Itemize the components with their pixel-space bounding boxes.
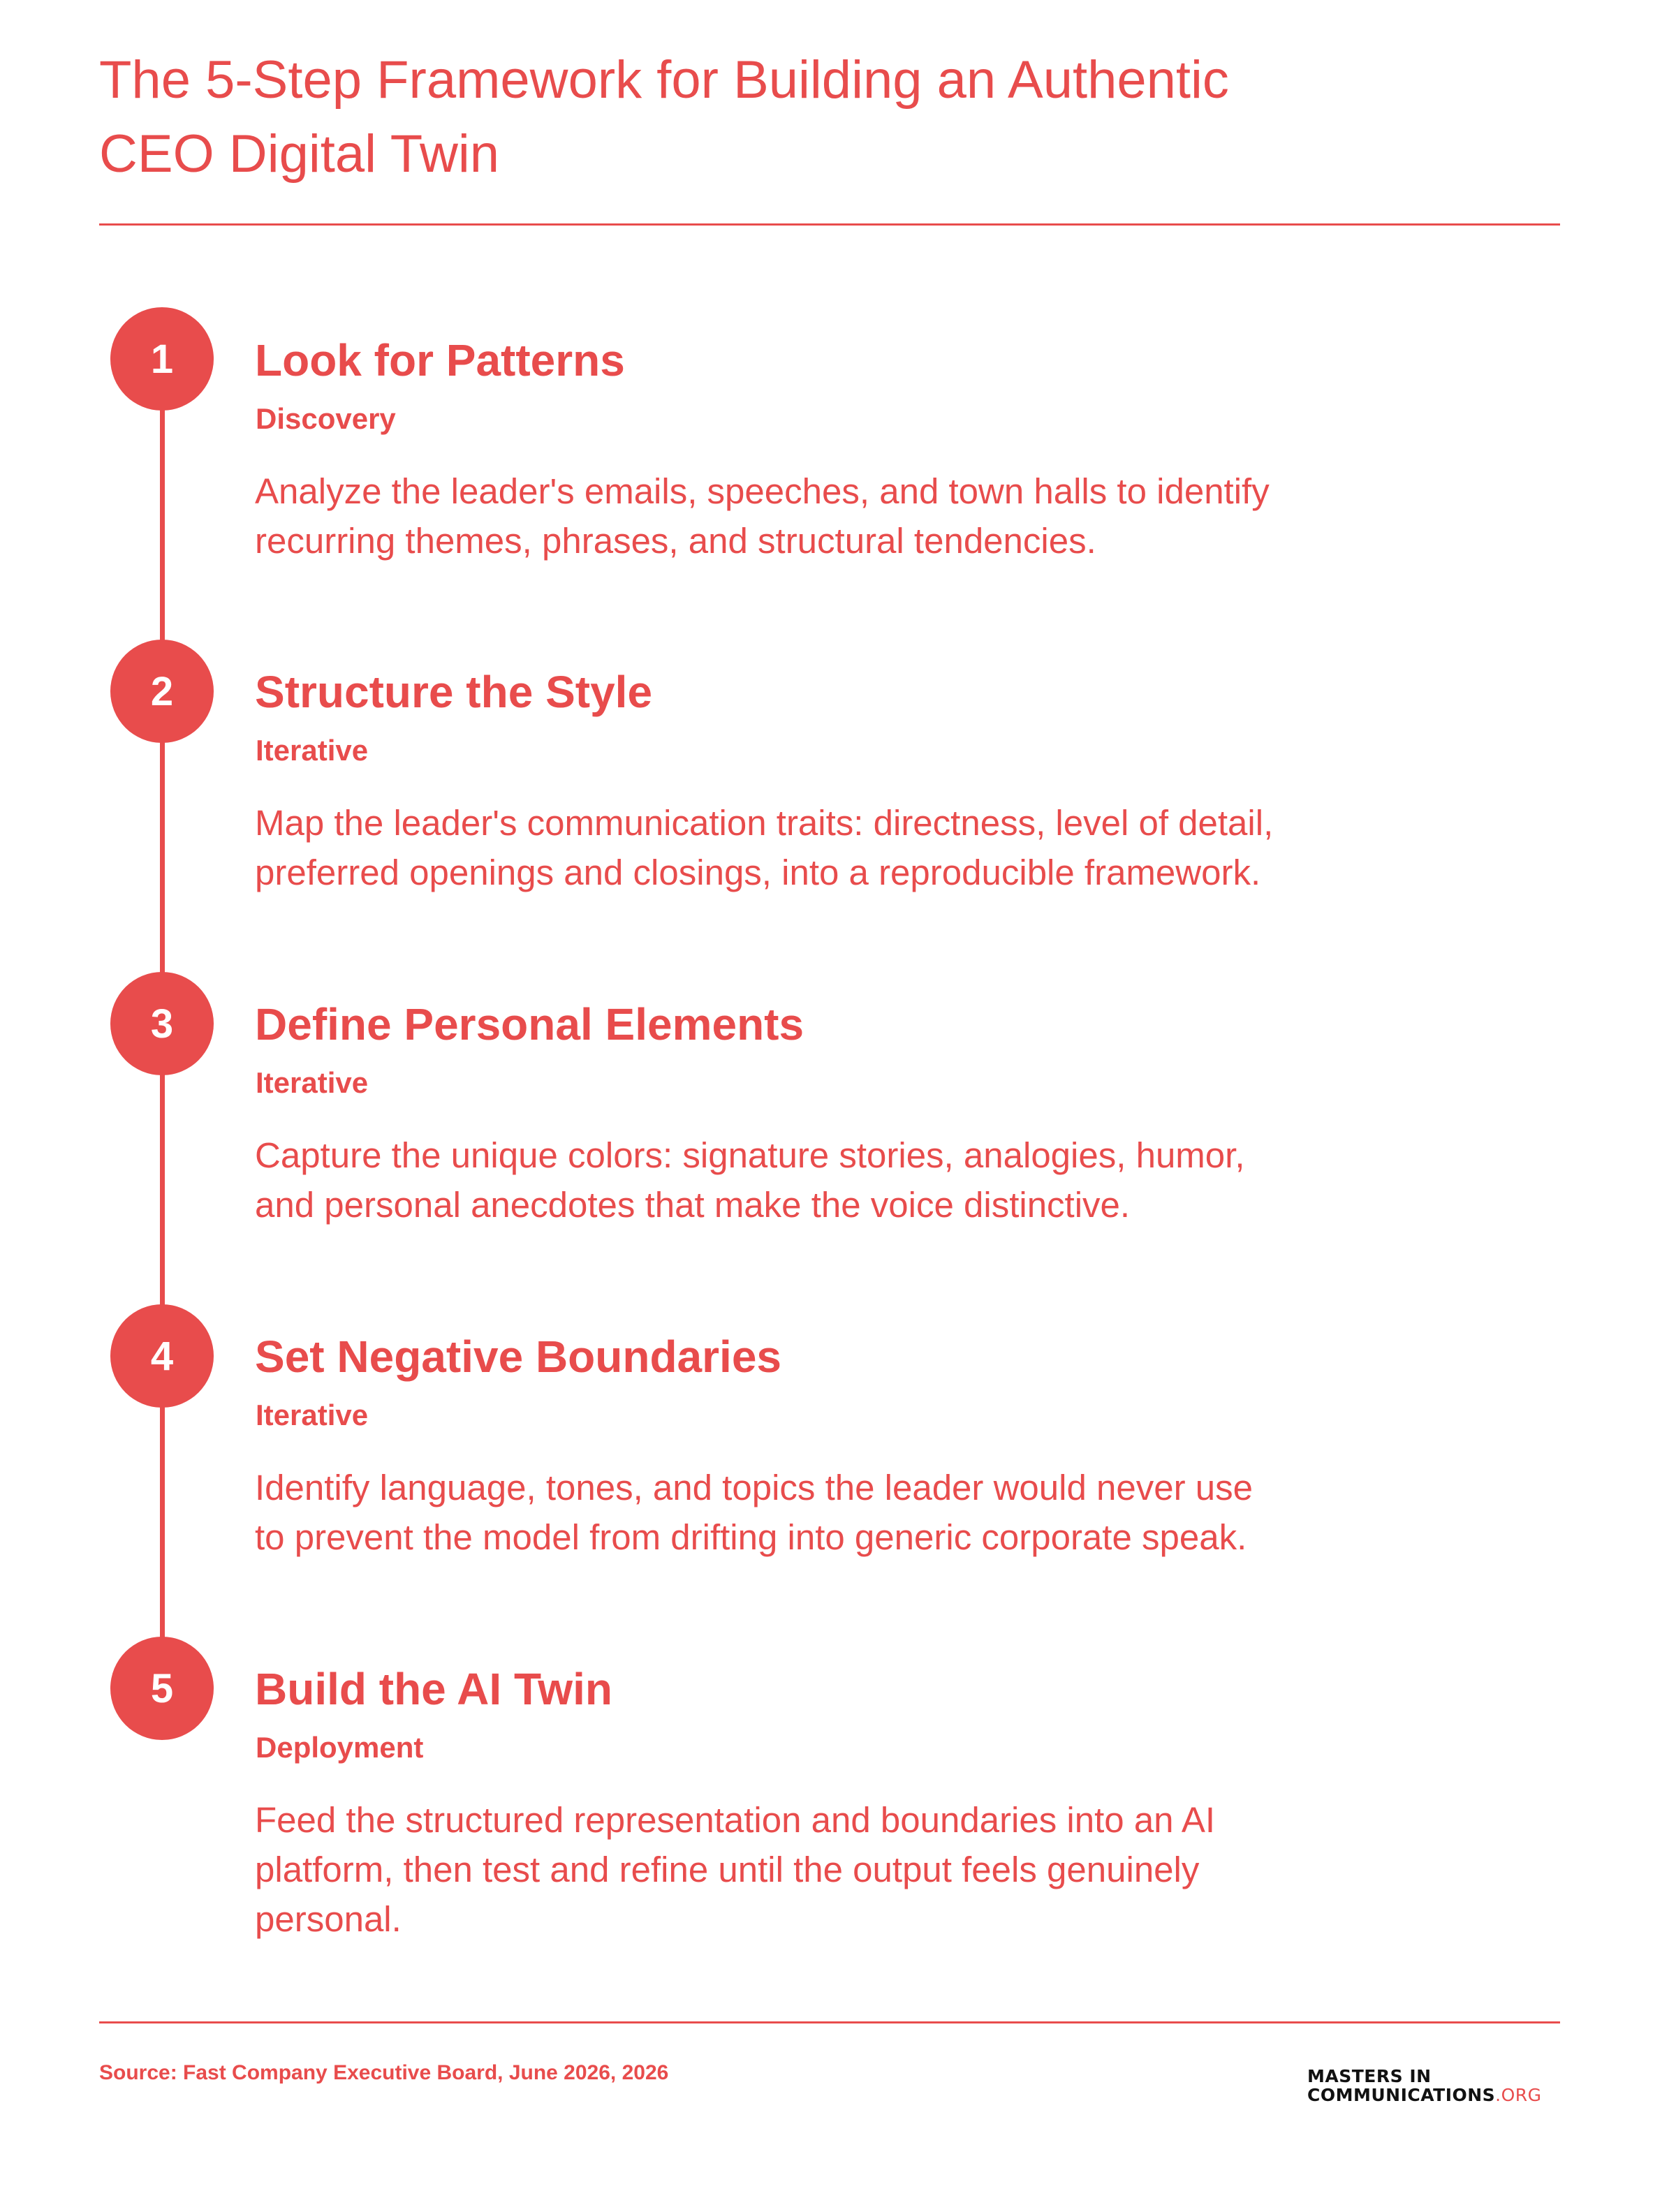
step-phase: Deployment xyxy=(256,1731,424,1764)
step-description: Feed the structured representation and boundaries into an AI platform, then test and refine until the output feels genuinely personal. xyxy=(255,1800,1216,1939)
step-title: Set Negative Boundaries xyxy=(255,1332,781,1382)
logo-wordmark: COMMUNICATIONS xyxy=(1307,2085,1496,2105)
step-number-badge: 3 xyxy=(110,972,214,1075)
page-title: The 5-Step Framework for Building an Authentic CEO Digital Twin xyxy=(99,50,1229,184)
brand-logo xyxy=(1307,2067,1542,2104)
step-number-badge: 4 xyxy=(110,1304,214,1408)
step-title: Look for Patterns xyxy=(255,335,625,385)
step-title: Define Personal Elements xyxy=(255,999,804,1049)
step-phase: Iterative xyxy=(256,1066,369,1099)
step-number-badge: 5 xyxy=(110,1637,214,1740)
step-description: Identify language, tones, and topics the leader would never use to prevent the model from drifting into generic corporate speak. xyxy=(255,1468,1253,1557)
step-description: Capture the unique colors: signature stories, analogies, humor, and personal anecdotes that make the voice distinctive. xyxy=(255,1135,1245,1225)
step-number-badge: 1 xyxy=(110,307,214,411)
step-phase: Iterative xyxy=(256,734,369,767)
step-number-badge: 2 xyxy=(110,640,214,743)
bottom-divider xyxy=(99,2021,1560,2023)
logo-line-2 xyxy=(1307,2086,1542,2104)
step-description: Map the leader's communication traits: directness, level of detail, preferred openings and closings, into a reproducible framework. xyxy=(255,803,1274,892)
step-description: Analyze the leader's emails, speeches, and town halls to identify recurring themes, phrases, and structural tendencies. xyxy=(255,471,1270,561)
step-phase: Discovery xyxy=(256,402,396,435)
step-title: Structure the Style xyxy=(255,667,653,717)
logo-line-1: MASTERS IN xyxy=(1307,2066,1432,2086)
logo-suffix: .ORG xyxy=(1495,2085,1542,2105)
step-title: Build the AI Twin xyxy=(255,1664,612,1714)
step-phase: Iterative xyxy=(256,1399,369,1431)
source-citation: Source: Fast Company Executive Board, June 2026, 2026 xyxy=(99,2061,669,2084)
